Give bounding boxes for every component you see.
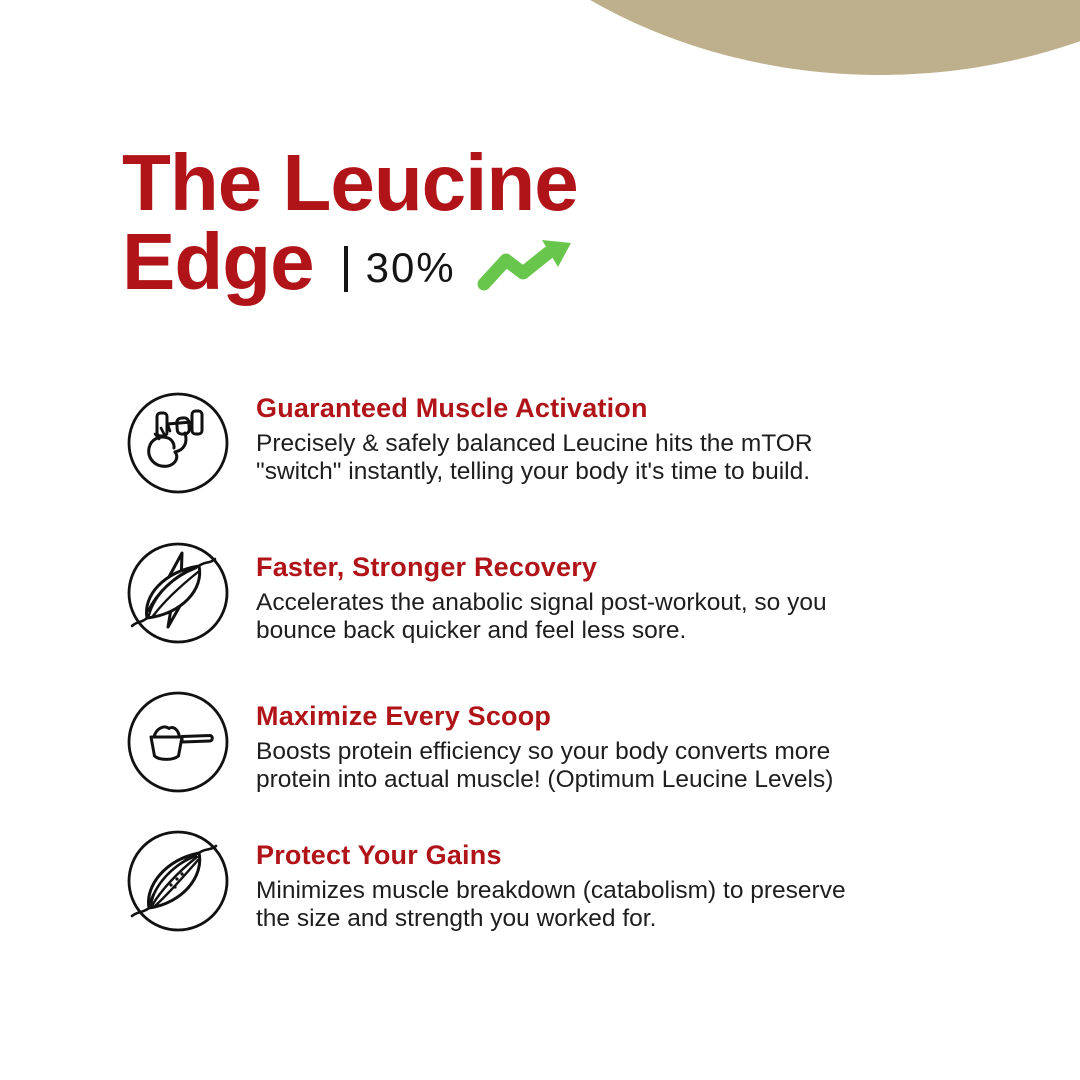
page-title-line2: Edge (122, 217, 314, 306)
decorative-blob (380, 0, 1080, 75)
feature-title: Guaranteed Muscle Activation (256, 393, 648, 423)
feature-texts (256, 391, 813, 485)
feature-body-line2: "switch" instantly, telling your body it's time to build. (256, 457, 811, 485)
title-row2 (122, 217, 578, 306)
feature-title: Protect Your Gains (256, 840, 502, 870)
feature-title: Maximize Every Scoop (256, 701, 552, 731)
title-block (122, 138, 578, 306)
feature-body-line2: protein into actual muscle! (Optimum Leucine Levels) (256, 765, 834, 793)
muscle-arm-dumbbell-icon (126, 391, 230, 495)
protein-scoop-icon (126, 690, 230, 794)
feature-body-line1: Precisely & safely balanced Leucine hits the mTOR (256, 430, 813, 457)
stat-divider-bar (344, 246, 348, 292)
feature-body-line2: bounce back quicker and feel less sore. (256, 616, 687, 644)
feature-texts (256, 829, 846, 932)
feature-row-scoop (126, 690, 966, 794)
feature-row-protect-gains (126, 829, 966, 933)
feature-row-recovery (126, 541, 966, 645)
feature-row-muscle-activation (126, 391, 966, 495)
feature-texts (256, 541, 827, 644)
page-title-line1: The Leucine (122, 138, 578, 227)
lightning-muscle-fiber-icon (126, 541, 230, 645)
feature-title: Faster, Stronger Recovery (256, 552, 598, 582)
stat-value: 30% (365, 243, 456, 291)
feature-body-line1: Accelerates the anabolic signal post-workout, so you (256, 589, 827, 616)
feature-body-line1: Minimizes muscle breakdown (catabolism) to preserve (256, 877, 846, 904)
feature-body-line1: Boosts protein efficiency so your body converts more (256, 738, 831, 765)
feature-texts (256, 690, 833, 793)
feature-body-line2: the size and strength you worked for. (256, 904, 657, 932)
chart-increasing-arrow-icon (476, 238, 576, 296)
muscle-fiber-icon (126, 829, 230, 933)
